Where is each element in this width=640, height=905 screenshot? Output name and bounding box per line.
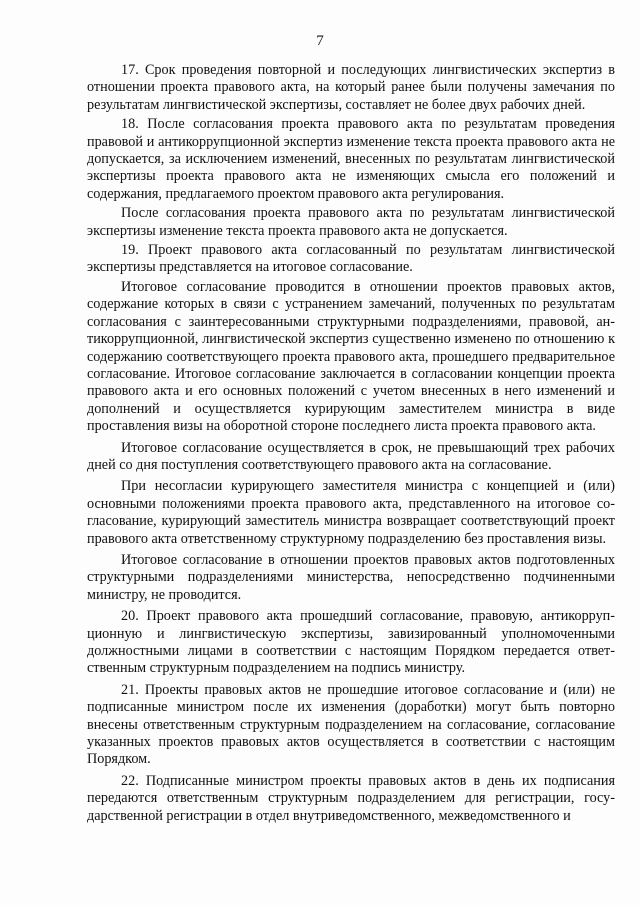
paragraph-19: 19. Проект правового акта согласованный по результатам лингвистической экспертизы представляется на итоговое согласование. bbox=[87, 242, 615, 276]
paragraph-final-approval-scope: Итоговое согласование проводится в отношении проектов правовых актов, содержание которых в связи с устранением замечаний, полученных по результатам согласования с заинтересованными структурными подразделениями, правовой, антикоррупционной, лингвистической экспертиз существенно изменено по отношению к содержанию соответствующего проекта правового акта, прошедшего предварительное согласование. Итоговое согласование заключается в согласовании концепции проекта правового акта и его основных положений с учетом внесенных в него изменений и дополнений и осуществляется курирующим заместителем министра в виде проставления визы на оборотной стороне последнего листа проекта правового акта. bbox=[87, 278, 615, 435]
paragraph-disagreement: При несогласии курирующего заместителя министра с концепцией и (или) основными положениями проекта правового акта, представленного на итоговое согласование, курирующий заместитель министра возвращает соответствующий проект правового акта ответственному структурному подразделению без проставления визы. bbox=[87, 478, 615, 547]
paragraph-20: 20. Проект правового акта прошедший согласование, правовую, антикоррупционную и лингвистическую экспертизы, завизированный уполномоченными должностными лицами в соответствии с настоящим Порядком передается ответственным структурным подразделением на подпись министру. bbox=[87, 608, 615, 677]
paragraph-no-final-approval: Итоговое согласование в отношении проектов правовых актов подготовленных структурными подразделениями министерства, непосредственно подчиненными министру, не проводится. bbox=[87, 551, 615, 603]
paragraph-18: 18. После согласования проекта правового акта по результатам проведения правовой и антикоррупционной экспертиз изменение текста проекта правового акта не допускается, за исключением изменений, внесенных по результатам лингвистической экспертизы проекта правового акта не изменяющих смысла его положений и содержания, предлагаемого проектом правового акта регулирования. bbox=[87, 116, 615, 202]
paragraph-17: 17. Срок проведения повторной и последующих лингвистических экспертиз в отношении проекта правового акта, на который ранее были получены замечания по результатам лингвистической экспертизы, составляет не более двух рабочих дней. bbox=[87, 62, 615, 113]
paragraph-final-approval-term: Итоговое согласование осуществляется в срок, не превышающий трех рабочих дней со дня поступления соответствующего правового акта на согласование. bbox=[87, 439, 615, 473]
paragraph-21: 21. Проекты правовых актов не прошедшие итоговое согласование и (или) не подписанные министром после их изменения (доработки) могут быть повторно внесены ответственным структурным подразделением на согласование, согласование указанных проектов правовых актов осуществляется в соответствии с настоящим Порядком. bbox=[87, 681, 615, 768]
paragraph-18-continuation: После согласования проекта правового акта по результатам лингвистической экспертизы изменение текста проекта правового акта не допускается. bbox=[87, 205, 615, 239]
page-number: 7 bbox=[316, 33, 324, 49]
paragraph-22: 22. Подписанные министром проекты правовых актов в день их подписания передаются ответственным структурным подразделением для регистрации, государственной регистрации в отдел внутриведомственного, межведомственного и bbox=[87, 772, 615, 824]
document-body bbox=[87, 62, 615, 827]
